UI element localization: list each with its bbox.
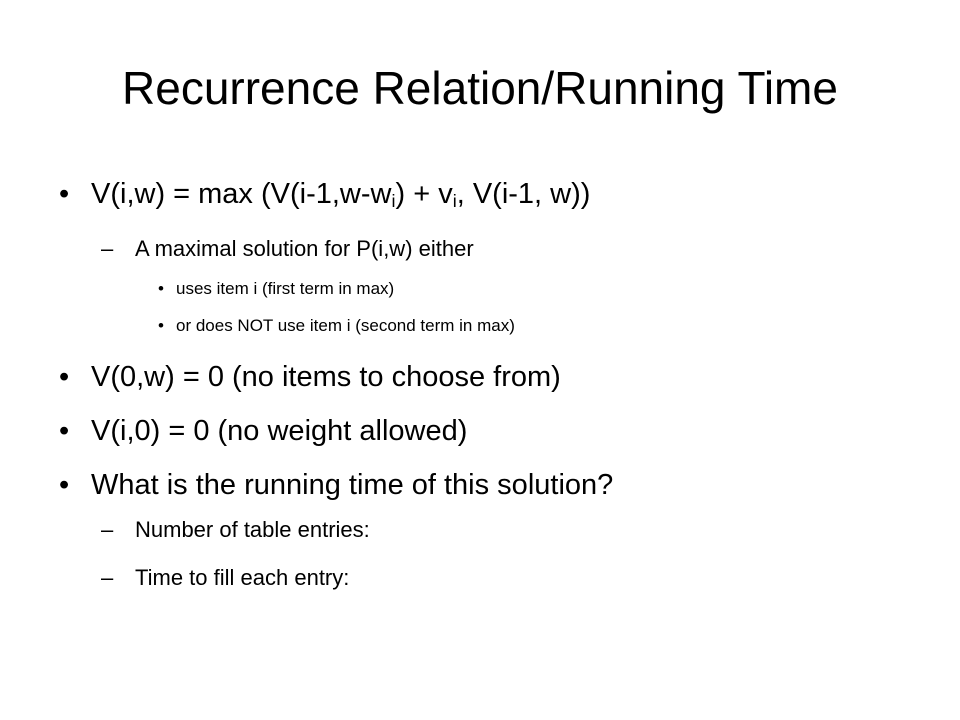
dash-marker: –: [101, 517, 114, 542]
bullet-marker: •: [59, 361, 70, 393]
dash-marker: –: [101, 236, 114, 261]
does-not-use-text: or does NOT use item i (second term in max): [176, 316, 515, 335]
recurrence-part-3: , V(i-1, w)): [456, 178, 591, 210]
bullet-marker: •: [59, 415, 70, 447]
bullet-marker: •: [59, 178, 70, 210]
recurrence-part-1: V(i,w) = max (V(i-1,w-w: [91, 178, 392, 210]
dash-marker: –: [101, 565, 114, 590]
slide-title: Recurrence Relation/Running Time: [122, 62, 838, 114]
table-entries-text: Number of table entries:: [135, 517, 370, 542]
bullet-marker: •: [59, 469, 70, 501]
recurrence-subscript-1: i: [391, 190, 396, 211]
recurrence-subscript-2: i: [452, 190, 457, 211]
question-text: What is the running time of this solution?: [91, 469, 614, 501]
uses-item-text: uses item i (first term in max): [176, 279, 395, 298]
recurrence-text: [91, 178, 590, 211]
bullet-marker: •: [158, 316, 164, 335]
fill-time-text: Time to fill each entry:: [135, 565, 350, 590]
base-items-text: V(i,0) = 0 (no weight allowed): [91, 415, 468, 447]
maximal-solution-text: A maximal solution for P(i,w) either: [135, 236, 474, 261]
recurrence-part-2: ) + v: [395, 178, 453, 210]
bullet-marker: •: [158, 279, 164, 298]
base-weight-text: V(0,w) = 0 (no items to choose from): [91, 361, 561, 393]
